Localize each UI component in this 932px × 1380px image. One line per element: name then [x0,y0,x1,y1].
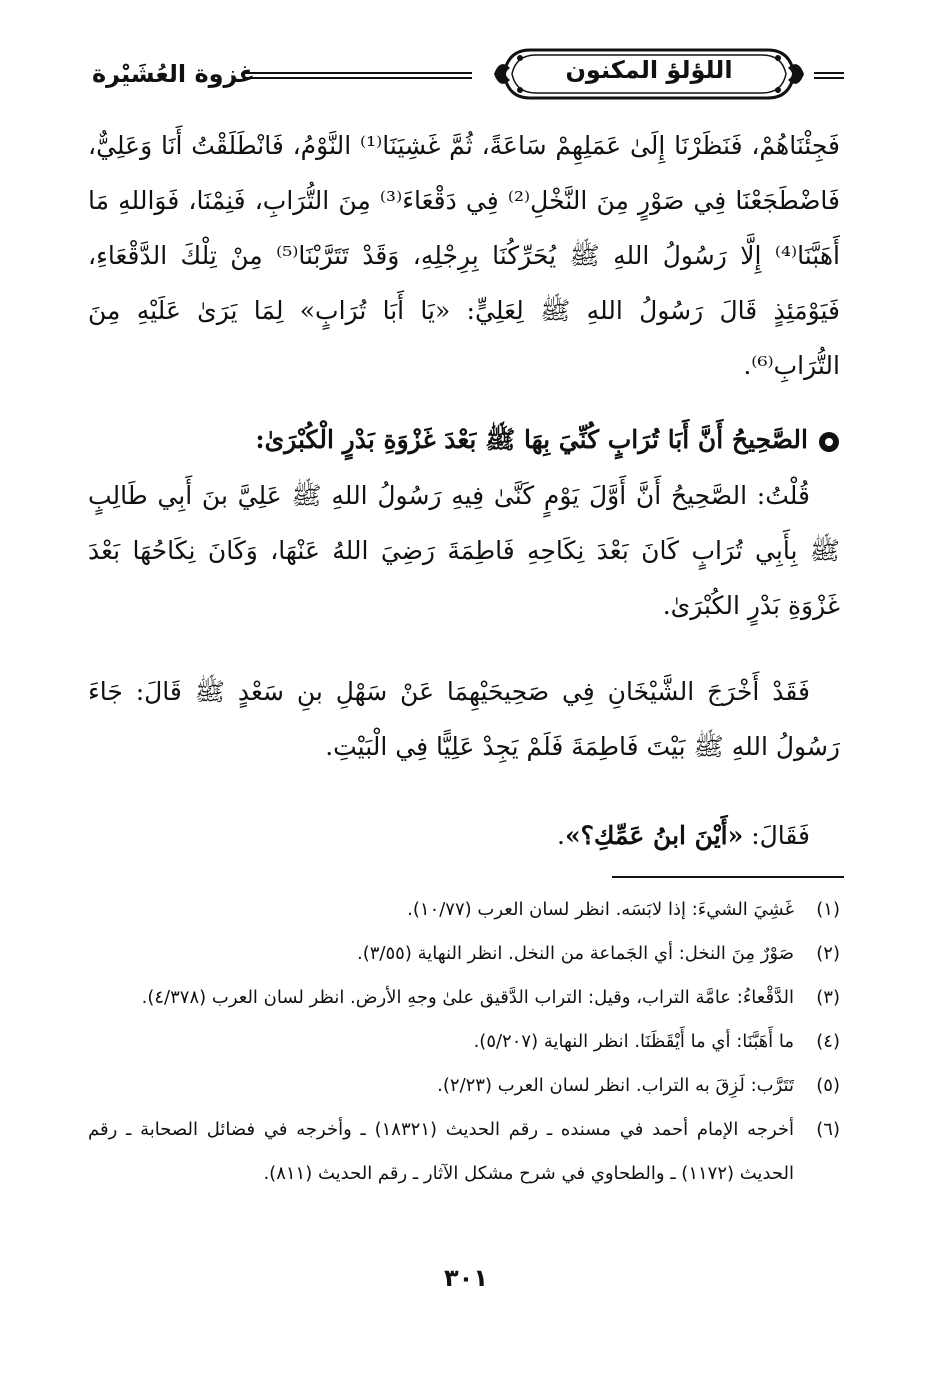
running-header [92,44,844,106]
footnote-number: (٢) [816,943,840,964]
footnote-text: أخرجه الإمام أحمد في مسنده ـ رقم الحديث (١٨٣٢١) ـ وأخرجه في فضائل الصحابة ـ رقم الحديث (١١٧٢) ـ والطحاوي في شرح مشكل الآثار ـ رقم الحديث (٨١١). [88,1119,794,1184]
quote-end: . [557,821,565,850]
footnote-text: تَتَرَّب: لَزِقَ به التراب. انظر لسان العرب (٢/٢٣). [437,1075,794,1096]
page-number: ٣٠١ [444,1264,488,1292]
section-heading [88,420,840,460]
paragraph-quote-line [410,814,810,858]
footnotes [88,888,840,1196]
footnote-number: (٦) [816,1119,840,1140]
footnote-item [88,1020,840,1064]
footnote-number: (٤) [816,1031,840,1052]
chapter-title: غزوة العُشَيْرة [92,60,255,88]
footnote-text: صَوْرٌ مِنَ النخل: أي الجَماعة من النخل. انظر النهاية (٣/٥٥). [357,943,794,964]
paragraph-narration: فَقَدْ أَخْرَجَ الشَّيْخَانِ فِي صَحِيحَيْهِمَا عَنْ سَهْلِ بنِ سَعْدٍ ﷺ قَالَ: جَاءَ رَسُولُ اللهِ ﷺ بَيْتَ فَاطِمَةَ فَلَمْ يَجِدْ عَلِيًّا فِي الْبَيْتِ. [88,677,840,761]
footnote-number: (٣) [816,987,840,1008]
book-title: اللؤلؤ المكنون [565,56,733,84]
section-heading-text: الصَّحِيحُ أَنَّ أَبَا تُرَابٍ كُنِّيَ بِهَا ﷺ بَعْدَ غَزْوَةِ بَدْرٍ الْكُبْرَىٰ: [255,425,808,454]
header-rule-right [814,72,844,79]
footnote-item [88,932,840,976]
book-title-cartouche [490,44,808,104]
quote-lead: فَقَالَ: [743,821,810,850]
footnote-text: ما أَهَبَّنَا: أي ما أَيْقَظَنَا. انظر النهاية (٥/٢٠٧). [473,1031,794,1052]
paragraph-hadith: فَجِئْنَاهُمْ، فَنَظَرْنَا إِلَىٰ عَمَلِهِمْ سَاعَةً، ثُمَّ غَشِيَنَا⁽¹⁾ النَّوْمُ، فَانْطَلَقْتُ أَنَا وَعَلِيٌّ، فَاضْطَجَعْنَا فِي صَوْرٍ مِنَ النَّخْلِ⁽²⁾ فِي دَقْعَاءَ⁽³⁾ مِنَ التُّرَابِ، فَنِمْنَا، فَوَاللهِ مَا أَهَبَّنَا⁽⁴⁾ إِلَّا رَسُولُ اللهِ ﷺ يُحَرِّكُنَا بِرِجْلِهِ، وَقَدْ تَتَرَّبْنَا⁽⁵⁾ مِنْ تِلْكَ الدَّقْعَاءِ، فَيَوْمَئِذٍ قَالَ رَسُولُ اللهِ ﷺ لِعَلِيٍّ: «يَا أَبَا تُرَابٍ» لِمَا يَرَىٰ عَلَيْهِ مِنَ التُّرَابِ⁽⁶⁾. [88,131,841,380]
header-rule-left [244,72,472,79]
footnote-text: غَشِيَ الشيءَ: إذا لابَسَه. انظر لسان العرب (١٠/٧٧). [407,899,794,920]
footnote-item [88,1108,840,1196]
quote-text: «أَيْنَ ابنُ عَمِّكِ؟» [565,821,744,850]
footnote-item [88,1064,840,1108]
paragraph-commentary: قُلْتُ: الصَّحِيحُ أَنَّ أَوَّلَ يَوْمٍ كَنَّىٰ فِيهِ رَسُولُ اللهِ ﷺ عَلِيَّ بنَ أَبِي طَالِبٍ ﷺ بِأَبِي تُرَابٍ كَانَ بَعْدَ نِكَاحِهِ فَاطِمَةَ رَضِيَ اللهُ عَنْهَا، وَكَانَ نِكَاحُهَا بَعْدَ غَزْوَةِ بَدْرٍ الكُبْرَىٰ. [88,481,840,620]
footnote-number: (٥) [816,1075,840,1096]
footnote-item [88,888,840,932]
footnote-item [88,976,840,1020]
footnote-separator [612,876,844,878]
flower-bullet-icon [818,431,840,453]
footnote-number: (١) [816,899,840,920]
footnote-text: الدَّقْعاءُ: عامَّة التراب، وقيل: التراب الدَّقيق علىٰ وجهِ الأرض. انظر لسان العرب (٤/٣٧٨). [141,987,794,1008]
